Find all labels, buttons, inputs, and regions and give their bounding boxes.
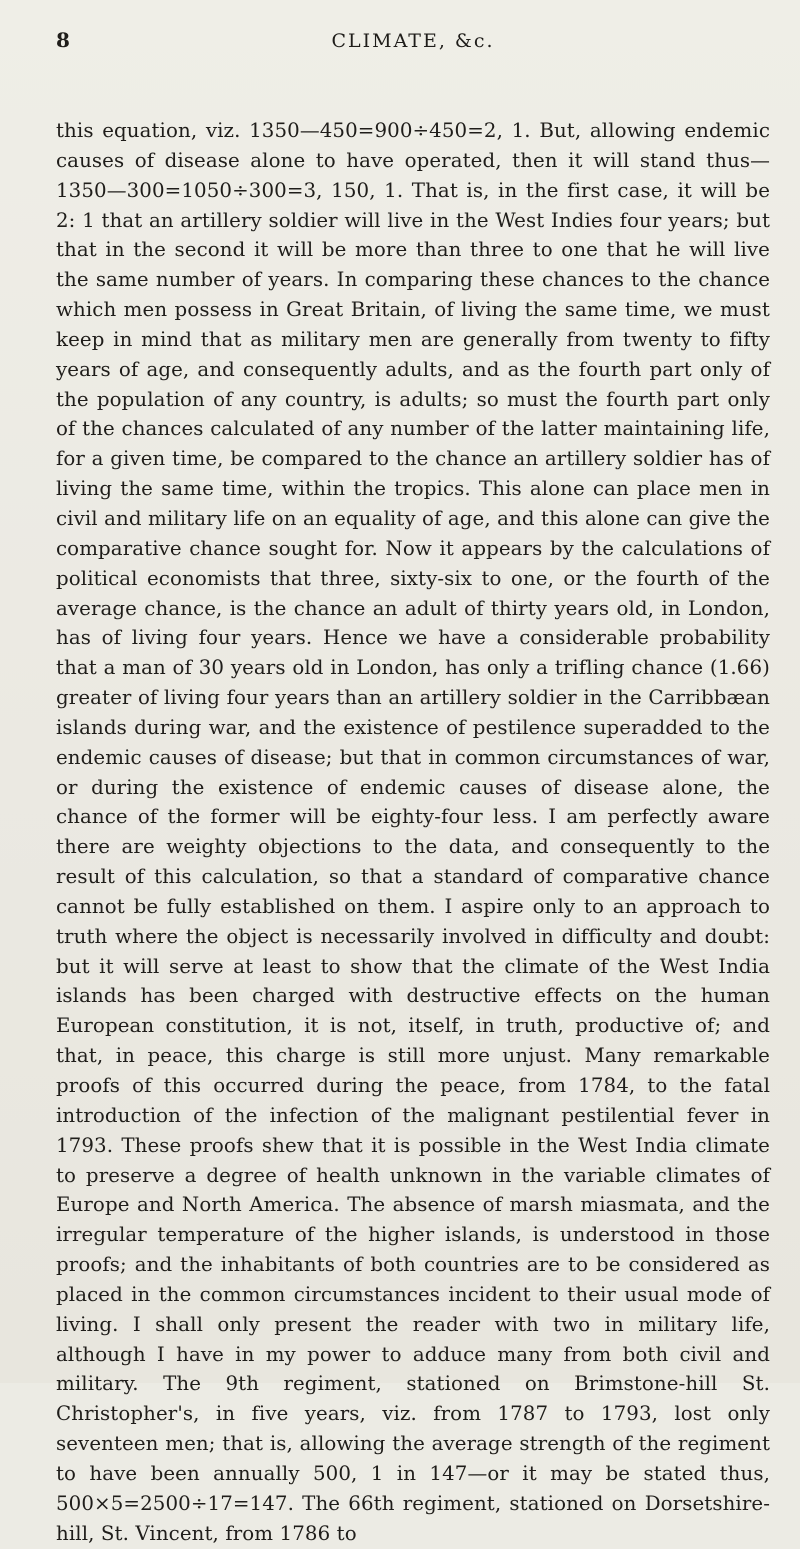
- running-title: CLIMATE, &c.: [331, 30, 495, 52]
- body-paragraph: this equation, viz. 1350—450=900÷450=2, 1. But, allowing endemic causes of disease alone to have operated, then it will stand thus—1350—300=1050÷300=3, 150, 1. That is, in the first case, it will be 2: 1 that an artillery soldier will live in the West Indies four years; but that in the second it will be more than three to one that he will live the same number of years. In comparing these chances to the chance which men possess in Great Britain, of living the same time, we must keep in mind that as military men are generally from twenty to fifty years of age, and consequently adults, and as the fourth part only of the population of any country, is adults; so must the fourth part only of the chances calculated of any number of the latter maintaining life, for a given time, be compared to the chance an artillery soldier has of living the same time, within the tropics. This alone can place men in civil and military life on an equality of age, and this alone can give the comparative chance sought for. Now it appears by the calculations of political economists that three, sixty-six to one, or the fourth of the average chance, is the chance an adult of thirty years old, in London, has of living four years. Hence we have a considerable probability that a man of 30 years old in London, has only a trifling chance (1.66) greater of living four years than an artillery soldier in the Carribbæan islands during war, and the existence of pestilence superadded to the endemic causes of disease; but that in common circumstances of war, or during the existence of endemic causes of disease alone, the chance of the former will be eighty-four less. I am perfectly aware there are weighty objections to the data, and consequently to the result of this calculation, so that a standard of comparative chance cannot be fully established on them. I aspire only to an approach to truth where the object is necessarily involved in difficulty and doubt: but it will serve at least to show that the climate of the West India islands has been charged with destructive effects on the human European constitution, it is not, itself, in truth, productive of; and that, in peace, this charge is still more unjust. Many remarkable proofs of this occurred during the peace, from 1784, to the fatal introduction of the infection of the malignant pestilential fever in 1793. These proofs shew that it is possible in the West India climate to preserve a degree of health unknown in the variable climates of Europe and North America. The absence of marsh miasmata, and the irregular temperature of the higher islands, is understood in those proofs; and the inhabitants of both countries are to be considered as placed in the common circumstances incident to their usual mode of living. I shall only present the reader with two in military life, although I have in my power to adduce many from both civil and military. The 9th regiment, stationed on Brimstone-hill St. Christopher's, in five years, viz. from 1787 to 1793, lost only seventeen men; that is, allowing the average strength of the regiment to have been annually 500, 1 in 147—or it may be stated thus, 500×5=2500÷17=147. The 66th regiment, stationed on Dorsetshire-hill, St. Vincent, from 1786 to: [56, 119, 770, 1545]
- running-head: [56, 28, 770, 60]
- page-number: 8: [56, 28, 70, 52]
